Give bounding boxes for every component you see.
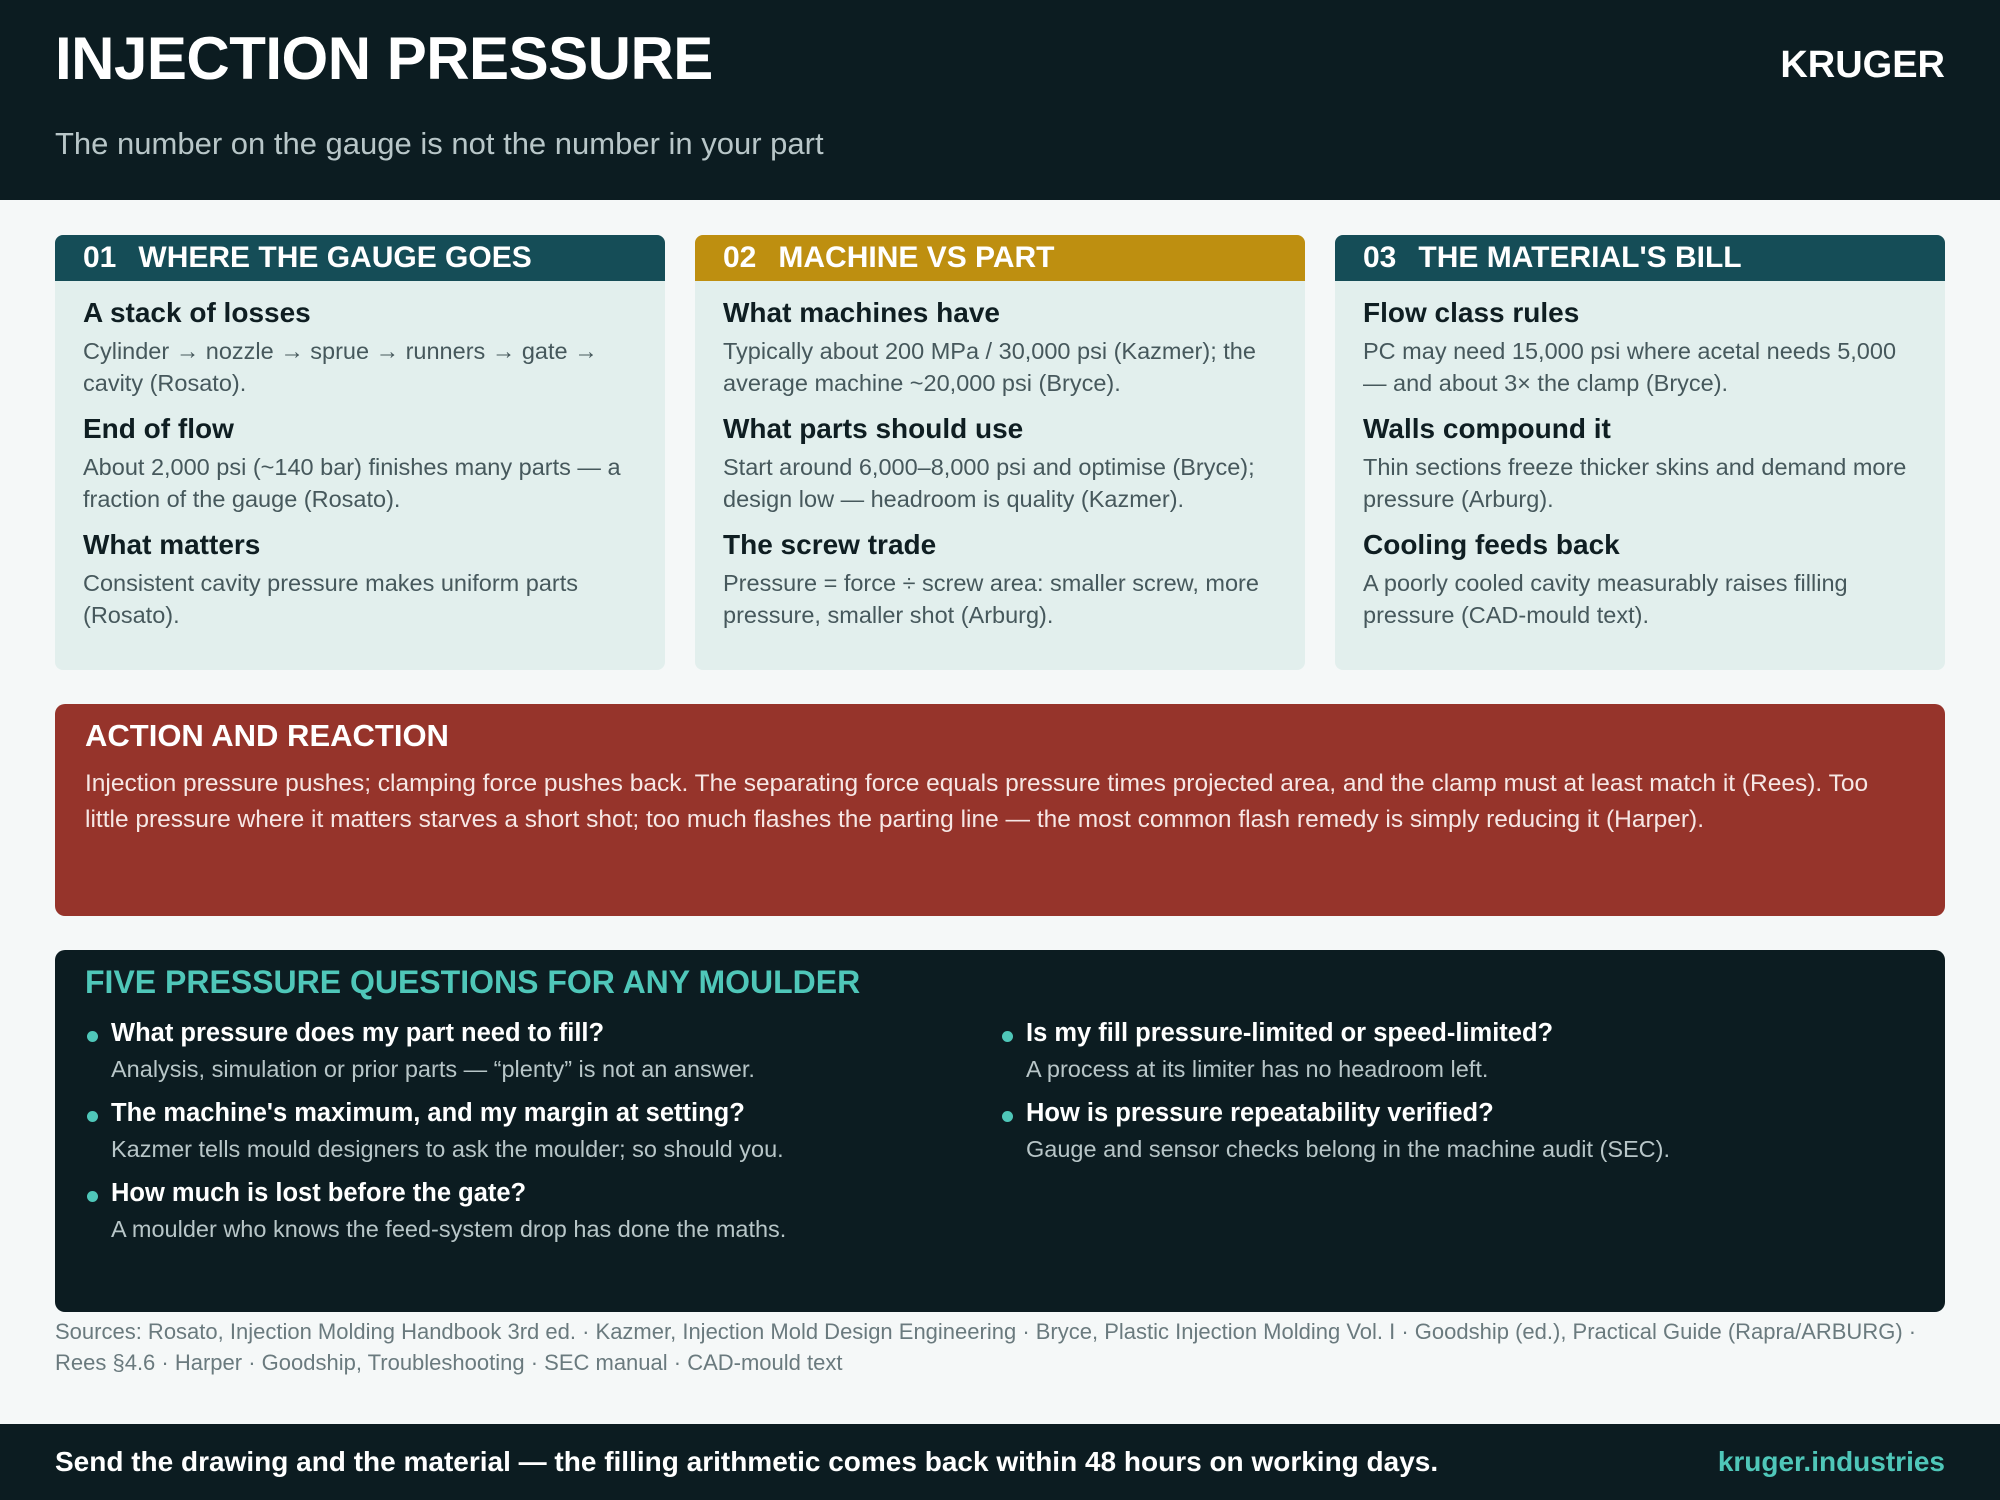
bullet-icon (87, 1111, 98, 1122)
action-reaction-panel (55, 704, 1945, 916)
question-text: How much is lost before the gate? (111, 1179, 527, 1207)
item-text: Start around 6,000–8,000 psi and optimise (Bryce); design low — headroom is quality (Kazmer). (723, 454, 1255, 512)
item-heading: What matters (83, 529, 261, 560)
item-text: PC may need 15,000 psi where acetal needs 5,000 — and about 3× the clamp (Bryce). (1363, 338, 1897, 396)
section-item (723, 529, 1277, 631)
item-heading: What parts should use (723, 413, 1024, 444)
item-text: Typically about 200 MPa / 30,000 psi (Kazmer); the average machine ~20,000 psi (Bryce). (723, 338, 1256, 396)
question-item (1000, 1099, 1915, 1163)
page-title: INJECTION PRESSURE (55, 25, 713, 92)
question-answer: A moulder who knows the feed-system drop has done the maths. (111, 1216, 787, 1242)
section-card-03 (1335, 235, 1945, 670)
footer (0, 1424, 2000, 1500)
questions-title: FIVE PRESSURE QUESTIONS FOR ANY MOULDER (85, 964, 861, 1000)
bullet-icon (1002, 1031, 1013, 1042)
questions-right-column (1000, 1019, 1915, 1259)
question-item (85, 1019, 1000, 1083)
question-answer: A process at its limiter has no headroom left. (1026, 1056, 1489, 1082)
section-item (723, 413, 1277, 515)
section-item (83, 297, 637, 399)
question-answer: Kazmer tells mould designers to ask the moulder; so should you. (111, 1136, 784, 1162)
section-item (1363, 297, 1917, 399)
question-item (85, 1099, 1000, 1163)
page-subtitle: The number on the gauge is not the number in your part (55, 126, 824, 161)
question-text: Is my fill pressure-limited or speed-limited? (1026, 1019, 1554, 1047)
header (0, 0, 2000, 200)
item-text: Pressure = force ÷ screw area: smaller screw, more pressure, smaller shot (Arburg). (723, 570, 1259, 628)
section-item (1363, 529, 1917, 631)
section-item (83, 413, 637, 515)
question-answer: Gauge and sensor checks belong in the machine audit (SEC). (1026, 1136, 1671, 1162)
item-text: Cylinder → nozzle → sprue → runners → gate → cavity (Rosato). (83, 338, 598, 396)
question-text: How is pressure repeatability verified? (1026, 1099, 1494, 1127)
section-number: 03 (1363, 241, 1397, 274)
footer-cta-text: Send the drawing and the material — the filling arithmetic comes back within 48 hours on working days. (55, 1446, 1439, 1477)
section-title: MACHINE VS PART (778, 241, 1055, 274)
item-text: About 2,000 psi (~140 bar) finishes many parts — a fraction of the gauge (Rosato). (83, 454, 621, 512)
section-number: 01 (83, 241, 117, 274)
bullet-icon (87, 1031, 98, 1042)
item-heading: What machines have (723, 297, 1000, 328)
item-text: A poorly cooled cavity measurably raises filling pressure (CAD-mould text). (1363, 570, 1848, 628)
item-heading: A stack of losses (83, 297, 311, 328)
section-item (723, 297, 1277, 399)
questions-left-column (85, 1019, 1000, 1259)
section-header (695, 235, 1305, 281)
footer-website-link[interactable]: kruger.industries (1717, 1446, 1945, 1477)
question-item (85, 1179, 1000, 1243)
question-answer: Analysis, simulation or prior parts — “plenty” is not an answer. (111, 1056, 755, 1082)
question-text: The machine's maximum, and my margin at setting? (111, 1099, 745, 1127)
action-text: Injection pressure pushes; clamping force pushes back. The separating force equals pressure times projected area, and the clamp must at least match it (Rees). Too little pressure where it matters starves a short shot; too much flashes the parting line — the most common flash remedy is simply reducing it (Harper). (85, 770, 1869, 833)
item-heading: End of flow (83, 413, 234, 444)
item-text: Consistent cavity pressure makes uniform parts (Rosato). (83, 570, 578, 628)
section-item (1363, 413, 1917, 515)
item-heading: Walls compound it (1363, 413, 1611, 444)
section-title: WHERE THE GAUGE GOES (138, 241, 532, 274)
item-text: Thin sections freeze thicker skins and demand more pressure (Arburg). (1363, 454, 1907, 512)
bullet-icon (87, 1191, 98, 1202)
bullet-icon (1002, 1111, 1013, 1122)
question-text: What pressure does my part need to fill? (111, 1019, 605, 1047)
sources-note: Sources: Rosato, Injection Molding Handbook 3rd ed. · Kazmer, Injection Mold Design Engineering · Bryce, Plastic Injection Molding Vol. I · Goodship (ed.), Practical Guide (Rapra/ARBURG) · Rees §4.6 · Harper · Goodship, Troubleshooting · SEC manual · CAD-mould text (55, 1319, 1917, 1375)
section-title: THE MATERIAL'S BILL (1418, 241, 1742, 274)
questions-panel (55, 950, 1945, 1312)
section-card-02 (695, 235, 1305, 670)
action-title: ACTION AND REACTION (85, 718, 449, 753)
brand-logo-text: KRUGER (1780, 44, 1945, 86)
question-item (1000, 1019, 1915, 1083)
section-number: 02 (723, 241, 757, 274)
item-heading: Flow class rules (1363, 297, 1580, 328)
section-header (1335, 235, 1945, 281)
item-heading: The screw trade (723, 529, 937, 560)
item-heading: Cooling feeds back (1363, 529, 1620, 560)
section-card-01 (55, 235, 665, 670)
section-header (55, 235, 665, 281)
section-item (83, 529, 637, 631)
